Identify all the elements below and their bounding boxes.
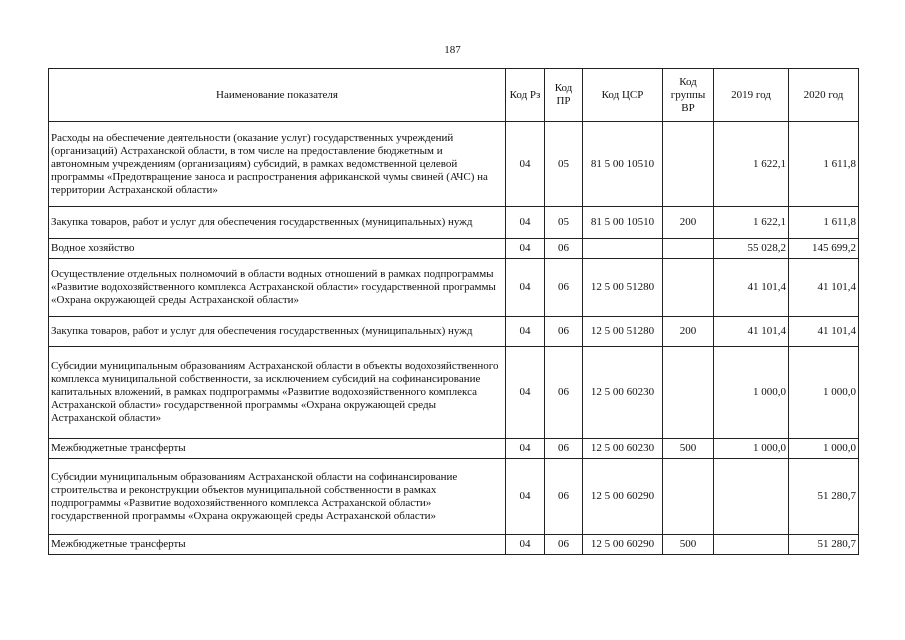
row-pr: 06: [545, 459, 583, 535]
table-row: [49, 459, 859, 535]
row-rz: 04: [506, 317, 545, 347]
table-row: [49, 259, 859, 317]
table-header-row: [49, 69, 859, 122]
table-row: [49, 347, 859, 439]
row-pr: 06: [545, 317, 583, 347]
row-vr: [663, 259, 714, 317]
row-vr: 200: [663, 317, 714, 347]
row-csr: [583, 239, 663, 259]
row-pr: 06: [545, 535, 583, 555]
row-vr: 500: [663, 535, 714, 555]
row-rz: 04: [506, 239, 545, 259]
row-2019: 55 028,2: [714, 239, 789, 259]
row-pr: 06: [545, 239, 583, 259]
header-2019: 2019 год: [714, 69, 789, 122]
header-name: Наименование показателя: [49, 69, 506, 122]
table-row: [49, 317, 859, 347]
header-vr: Код группы ВР: [663, 69, 714, 122]
row-vr: [663, 122, 714, 207]
row-name: Субсидии муниципальным образованиям Астраханской области в объекты водохозяйственного комплекса муниципальной собственности, за исключением субсидий на софинансирование капитальных вложений, в рамках подпрограммы «Развитие водохозяйственного комплекса Астраханской области» государственной программы «Охрана окружающей среды Астраханской области»: [49, 347, 506, 439]
row-2020: 41 101,4: [789, 317, 859, 347]
row-pr: 06: [545, 439, 583, 459]
row-2020: 1 000,0: [789, 439, 859, 459]
row-name: Закупка товаров, работ и услуг для обеспечения государственных (муниципальных) нужд: [49, 207, 506, 239]
row-2019: 1 622,1: [714, 207, 789, 239]
table-row: [49, 439, 859, 459]
row-vr: [663, 239, 714, 259]
row-name: Осуществление отдельных полномочий в области водных отношений в рамках подпрограммы «Развитие водохозяйственного комплекса Астраханской области» государственной программы «Охрана окружающей среды Астраханской области»: [49, 259, 506, 317]
table-row: [49, 535, 859, 555]
row-pr: 05: [545, 207, 583, 239]
row-2019: 1 622,1: [714, 122, 789, 207]
row-csr: 81 5 00 10510: [583, 207, 663, 239]
table-row: [49, 239, 859, 259]
row-vr: 200: [663, 207, 714, 239]
row-csr: 12 5 00 51280: [583, 259, 663, 317]
row-csr: 12 5 00 60290: [583, 459, 663, 535]
table-row: [49, 122, 859, 207]
row-rz: 04: [506, 535, 545, 555]
row-2020: 145 699,2: [789, 239, 859, 259]
row-2019: [714, 459, 789, 535]
row-csr: 81 5 00 10510: [583, 122, 663, 207]
row-2019: 1 000,0: [714, 347, 789, 439]
row-2020: 51 280,7: [789, 459, 859, 535]
row-2019: 1 000,0: [714, 439, 789, 459]
row-vr: [663, 459, 714, 535]
row-pr: 06: [545, 347, 583, 439]
header-rz: Код Рз: [506, 69, 545, 122]
row-rz: 04: [506, 207, 545, 239]
row-rz: 04: [506, 459, 545, 535]
row-2020: 1 611,8: [789, 122, 859, 207]
row-pr: 06: [545, 259, 583, 317]
header-pr: Код ПР: [545, 69, 583, 122]
header-2020: 2020 год: [789, 69, 859, 122]
row-2019: 41 101,4: [714, 259, 789, 317]
row-csr: 12 5 00 51280: [583, 317, 663, 347]
row-csr: 12 5 00 60290: [583, 535, 663, 555]
row-name: Закупка товаров, работ и услуг для обеспечения государственных (муниципальных) нужд: [49, 317, 506, 347]
row-name: Межбюджетные трансферты: [49, 439, 506, 459]
row-rz: 04: [506, 439, 545, 459]
row-vr: [663, 347, 714, 439]
row-rz: 04: [506, 122, 545, 207]
row-2020: 41 101,4: [789, 259, 859, 317]
page-number: 187: [444, 44, 461, 56]
budget-table: [48, 68, 859, 555]
row-name: Межбюджетные трансферты: [49, 535, 506, 555]
table-row: [49, 207, 859, 239]
row-name: Водное хозяйство: [49, 239, 506, 259]
row-rz: 04: [506, 259, 545, 317]
row-vr: 500: [663, 439, 714, 459]
row-2020: 1 000,0: [789, 347, 859, 439]
row-2019: [714, 535, 789, 555]
row-csr: 12 5 00 60230: [583, 347, 663, 439]
row-pr: 05: [545, 122, 583, 207]
row-name: Субсидии муниципальным образованиям Астраханской области на софинансирование строительства и реконструкции объектов муниципальной собственности в рамках подпрограммы «Развитие водохозяйственного комплекса Астраханской области» государственной программы «Охрана окружающей среды Астраханской области»: [49, 459, 506, 535]
row-2020: 51 280,7: [789, 535, 859, 555]
row-2020: 1 611,8: [789, 207, 859, 239]
row-name: Расходы на обеспечение деятельности (оказание услуг) государственных учреждений (организаций) Астраханской области, в том числе на предоставление бюджетным и автономным учреждениям (организациям) субсидий, в рамках ведомственной целевой программы «Предотвращение заноса и распространения африканской чумы свиней (АЧС) на территории Астраханской области»: [49, 122, 506, 207]
row-rz: 04: [506, 347, 545, 439]
row-2019: 41 101,4: [714, 317, 789, 347]
header-csr: Код ЦСР: [583, 69, 663, 122]
row-csr: 12 5 00 60230: [583, 439, 663, 459]
